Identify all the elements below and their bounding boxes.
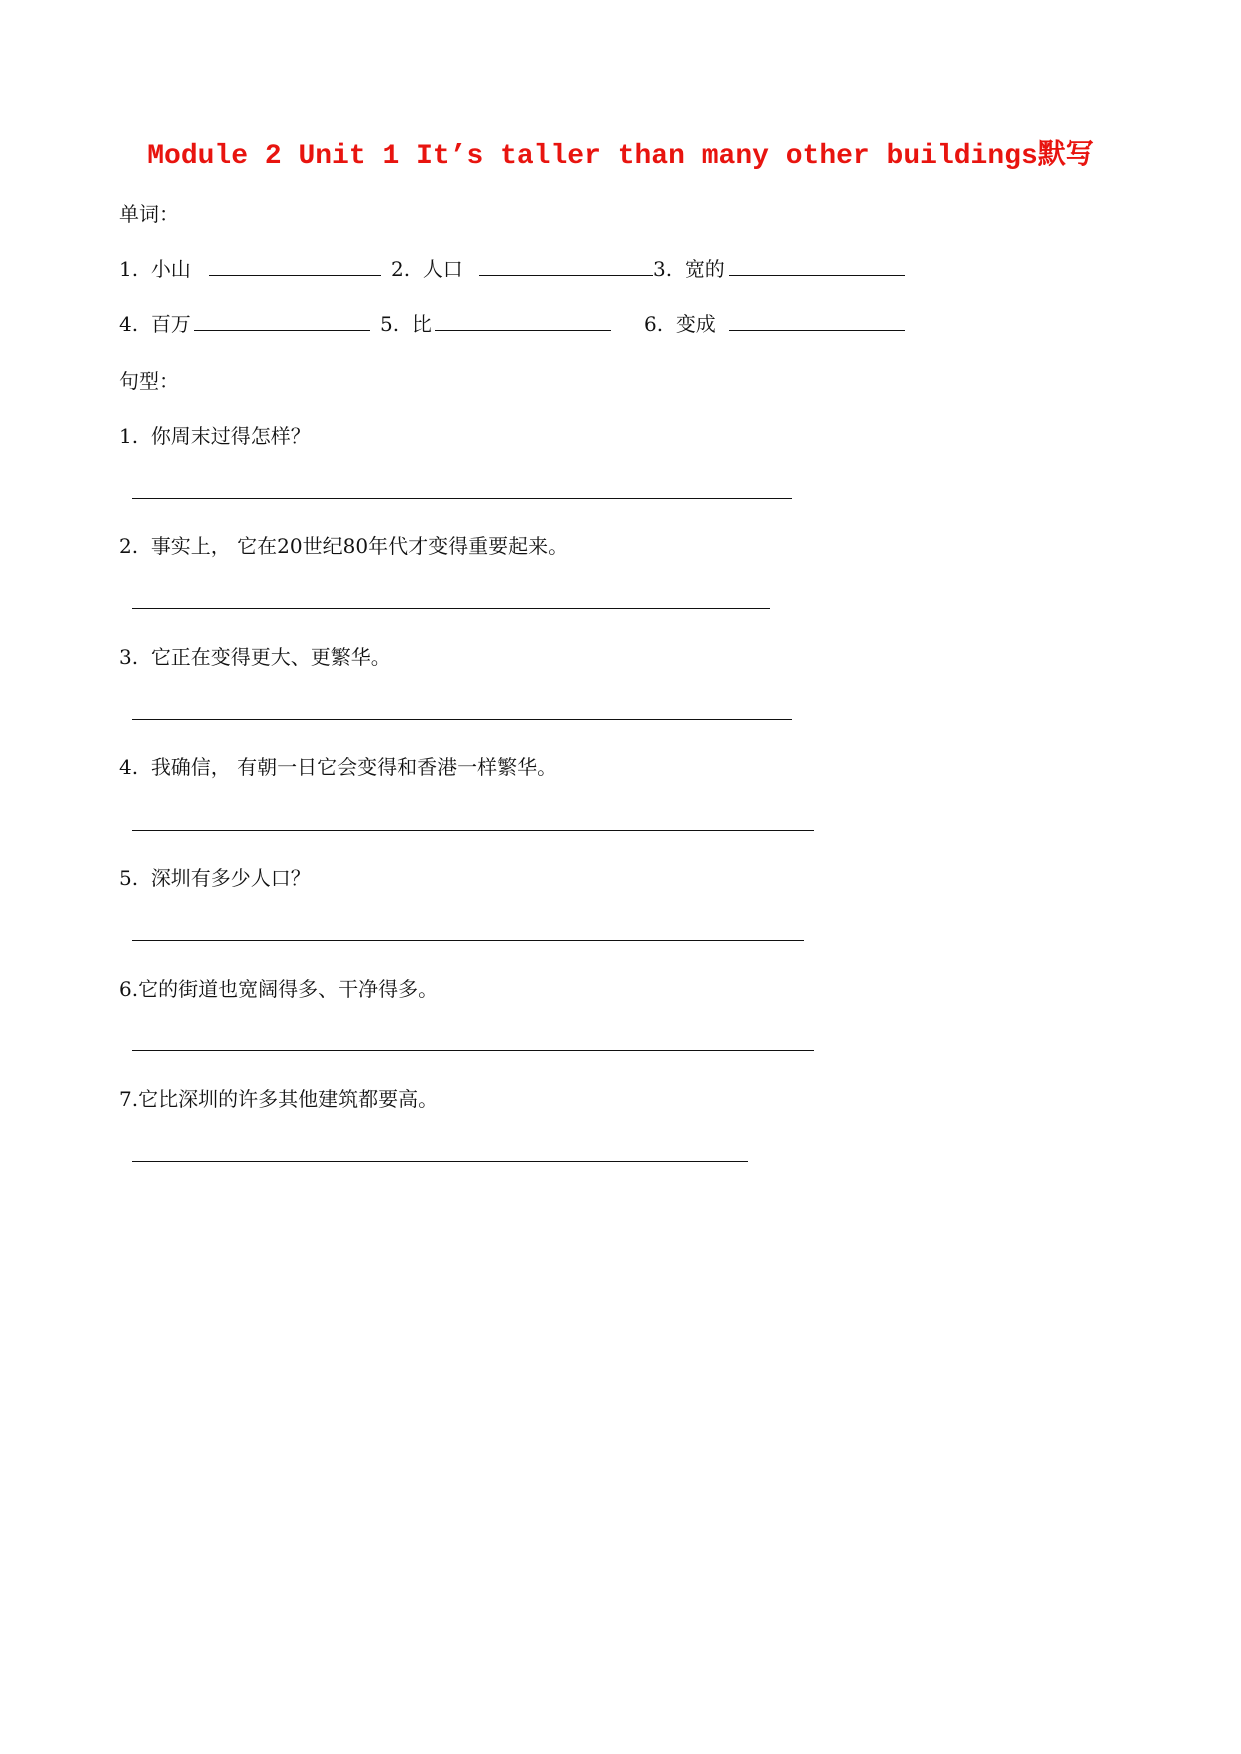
vocab-blank-2[interactable] [479,253,653,276]
sentence-1: 1. 你周末过得怎样？ [119,424,311,448]
vocab-row-2 [119,308,939,338]
vocab-row-1 [119,253,939,283]
answer-line-2[interactable] [132,608,770,609]
answer-line-5[interactable] [132,940,804,941]
answer-line-3[interactable] [132,719,792,720]
answer-line-7[interactable] [132,1161,748,1162]
vocab-item-3: 3. 宽的 [653,257,725,281]
answer-line-4[interactable] [132,830,814,831]
answer-line-6[interactable] [132,1050,814,1051]
sentence-7: 7.它比深圳的许多其他建筑都要高。 [119,1087,439,1111]
vocab-blank-4[interactable] [194,308,370,331]
vocab-blank-5[interactable] [435,308,611,331]
page-title: Module 2 Unit 1 It’s taller than many other buildings默写 [147,141,1094,172]
vocab-blank-6[interactable] [729,308,905,331]
vocab-item-1: 1. 小山 [119,257,191,281]
vocab-heading: 单词： [119,202,179,226]
vocab-blank-3[interactable] [729,253,905,276]
vocab-item-4: 4. 百万 [119,312,191,336]
sentence-4: 4. 我确信， 有朝一日它会变得和香港一样繁华。 [119,755,558,779]
answer-line-1[interactable] [132,498,792,499]
sentence-6: 6.它的街道也宽阔得多、干净得多。 [119,977,439,1001]
vocab-blank-1[interactable] [209,253,381,276]
sentence-2: 2. 事实上， 它在20世纪80年代才变得重要起来。 [119,534,569,558]
vocab-item-2: 2. 人口 [391,257,463,281]
sentence-heading: 句型： [119,369,179,393]
vocab-item-6: 6. 变成 [644,312,716,336]
sentence-3: 3. 它正在变得更大、更繁华。 [119,645,391,669]
sentence-5: 5. 深圳有多少人口？ [119,866,311,890]
vocab-item-5: 5. 比 [380,312,432,336]
